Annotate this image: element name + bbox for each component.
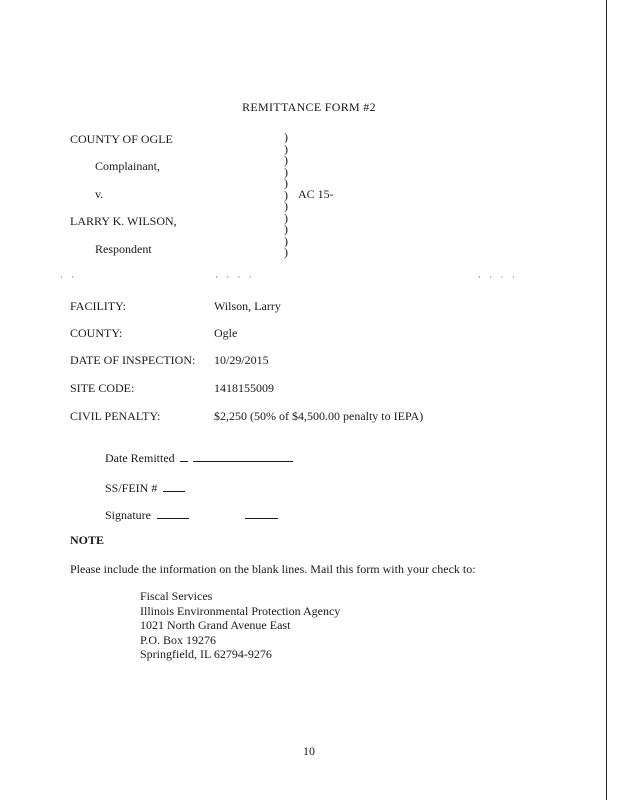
date-remitted-short-line xyxy=(180,451,188,462)
signature-label: Signature xyxy=(105,508,151,522)
caption-defendant: LARRY K. WILSON, xyxy=(70,214,177,228)
separator-dots-right: · · · · xyxy=(478,272,518,282)
field-inspection-date-value: 10/29/2015 xyxy=(214,353,269,367)
field-county-value: Ogle xyxy=(214,326,238,340)
caption-case-number: AC 15- xyxy=(298,187,334,201)
address-line: Illinois Environmental Protection Agency xyxy=(140,603,341,618)
note-body: Please include the information on the blank lines. Mail this form with your check to: xyxy=(70,562,476,576)
date-remitted-input[interactable] xyxy=(193,451,293,462)
address-line: Springfield, IL 62794-9276 xyxy=(140,647,272,661)
caption-plaintiff: COUNTY OF OGLE xyxy=(70,132,173,146)
caption-versus: v. xyxy=(95,187,104,201)
caption-parentheses: ) ) ) ) ) ) ) ) ) ) ) xyxy=(284,130,288,259)
page-number: 10 xyxy=(303,744,315,758)
date-remitted-row xyxy=(105,451,293,466)
page-edge-rule xyxy=(606,0,607,800)
form-title: REMITTANCE FORM #2 xyxy=(242,100,376,114)
mailing-address xyxy=(140,589,340,662)
address-line: 1021 North Grand Avenue East xyxy=(140,618,291,632)
field-facility-label: FACILITY: xyxy=(70,299,127,313)
field-civil-penalty-value: $2,250 (50% of $4,500.00 penalty to IEPA) xyxy=(214,409,424,423)
ssfein-input[interactable] xyxy=(163,481,185,492)
note-heading: NOTE xyxy=(70,533,105,547)
signature-trailing-line xyxy=(245,508,278,519)
field-site-code-value: 1418155009 xyxy=(214,381,274,395)
ssfein-label: SS/FEIN # xyxy=(105,481,158,495)
field-county-label: COUNTY: xyxy=(70,326,123,340)
separator-dots-left: · · xyxy=(60,272,78,282)
caption-plaintiff-role: Complainant, xyxy=(95,159,160,173)
field-civil-penalty-label: CIVIL PENALTY: xyxy=(70,409,161,423)
field-site-code-label: SITE CODE: xyxy=(70,381,135,395)
signature-input[interactable] xyxy=(157,508,189,519)
signature-trailing-line-row xyxy=(245,508,278,523)
date-remitted-label: Date Remitted xyxy=(105,451,175,465)
separator-dots-mid: · · · · xyxy=(215,272,255,282)
caption-defendant-role: Respondent xyxy=(95,242,152,256)
address-line: Fiscal Services xyxy=(140,589,213,603)
ssfein-row xyxy=(105,481,185,496)
field-inspection-date-label: DATE OF INSPECTION: xyxy=(70,353,196,367)
signature-row xyxy=(105,508,189,523)
field-facility-value: Wilson, Larry xyxy=(214,299,281,313)
address-line: P.O. Box 19276 xyxy=(140,632,217,647)
